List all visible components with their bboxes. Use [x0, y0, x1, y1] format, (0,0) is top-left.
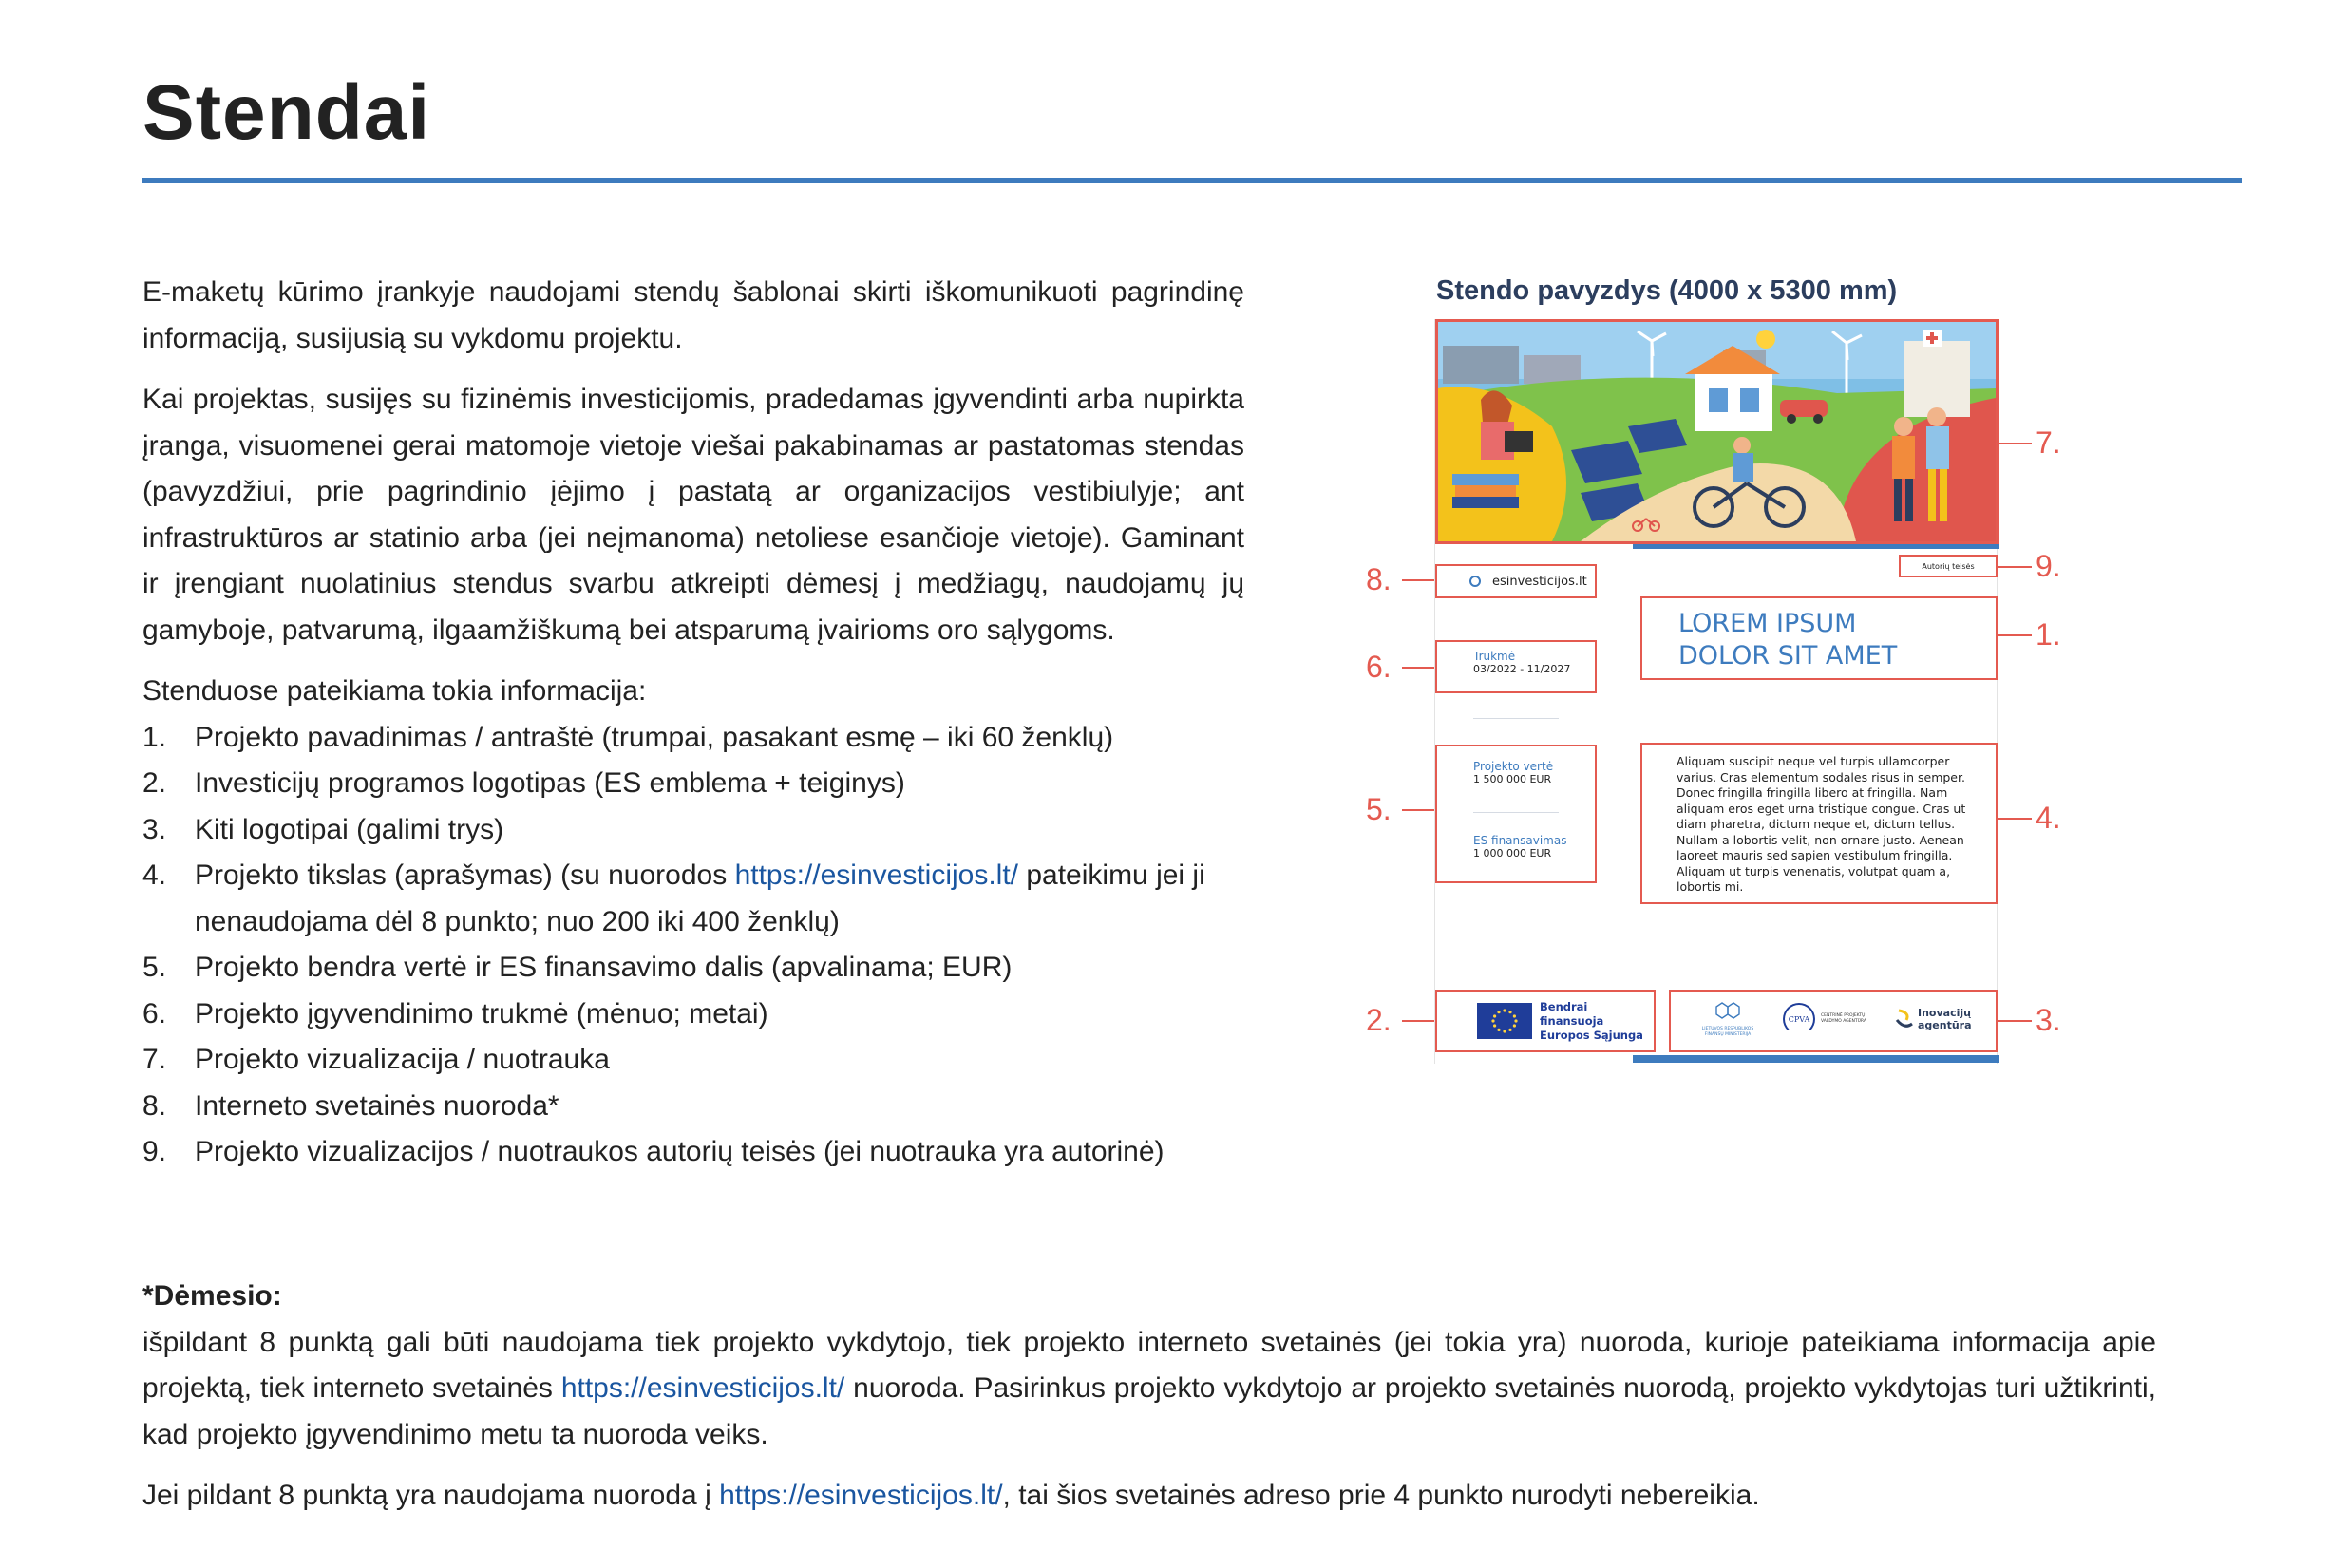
other-logos-box: [1669, 990, 1998, 1052]
callout-8: 8.: [1366, 562, 1392, 596]
project-title-box: [1640, 596, 1998, 680]
esinvesticijos-link[interactable]: https://esinvesticijos.lt/: [560, 1372, 845, 1404]
stand-example: [1434, 319, 1998, 1064]
cpva-logo-icon: CPVA: [1783, 1003, 1815, 1035]
ministry-logo: [1699, 1001, 1756, 1038]
intro-paragraph-2: Kai projektas, susijęs su fizinėmis investicijomis, pradedamas įgyvendinti arba nupirkta įranga, visuomenei gerai matomoje vietoje viešai pakabinamas ar pastatomas stendas (pavyzdžiui, prie pagrindinio įėjimo į pastatą ar organizacijos vestibiulyje; ant infrastruktūros ar statinio arba (jei neįmanoma) netoliese esančioje vietoje). Gaminant ir įrengiant nuolatinius stendus svarbu atkreipti dėmesį į medžiagų, naudojamų jų gamyboje, patvarumą, ilgaamžiškumą bei atsparumą įvairioms oro sąlygoms.: [142, 384, 1244, 646]
callout-3: 3.: [2036, 1003, 2061, 1037]
duration-value: 03/2022 - 11/2027: [1473, 663, 1571, 675]
callout-1: 1.: [2036, 617, 2061, 652]
eu-funding-amount: 1 000 000 EUR: [1473, 847, 1552, 860]
intro-section: [142, 270, 1244, 1176]
callout-9: 9.: [2036, 549, 2061, 583]
duration-label: Trukmė: [1473, 650, 1516, 663]
note-paragraph-2: Jei pildant 8 punktą yra naudojama nuoroda į https://esinvesticijos.lt/, tai šios svetainės adreso prie 4 punkto nurodyti nebereikia.: [142, 1480, 1760, 1511]
intro-paragraph-1: E-maketų kūrimo įrankyje naudojami stendų šablonai skirti iškomunikuoti pagrindinę informaciją, susijusią su vykdomu projektu.: [142, 276, 1244, 354]
esinvesticijos-link[interactable]: https://esinvesticijos.lt/: [734, 860, 1019, 891]
info-list: [142, 715, 1244, 1176]
callout-line: [1402, 809, 1434, 811]
callout-line: [1998, 634, 2032, 636]
callout-line: [1998, 443, 2032, 444]
list-item: 7. Projekto vizualizacija / nuotrauka: [142, 1044, 610, 1075]
project-value-label: Projekto vertė: [1473, 760, 1554, 773]
list-item: 9. Projekto vizualizacijos / nuotraukos autorių teisės (jei nuotrauka yra autorinė): [142, 1136, 1165, 1167]
callout-line: [1998, 566, 2032, 568]
title-divider: [142, 178, 2242, 183]
list-item: 6. Projekto įgyvendinimo trukmė (mėnuo; metai): [142, 997, 768, 1030]
list-item: 5. Projekto bendra vertė ir ES finansavimo dalis (apvalinama; EUR): [142, 952, 1013, 983]
callout-2: 2.: [1366, 1003, 1392, 1037]
author-rights-label: Autorių teisės: [1922, 561, 1975, 571]
intro-paragraph-3: Stenduose pateikiama tokia informacija:: [142, 675, 647, 707]
list-item: 8. Interneto svetainės nuoroda*: [142, 1089, 559, 1122]
globe-icon: [1469, 576, 1481, 587]
figure-title: Stendo pavyzdys (4000 x 5300 mm): [1436, 275, 1898, 306]
project-description-text: Aliquam suscipit neque vel turpis ullamcorper varius. Cras elementum sodales risus in semper. Donec fringilla fringilla libero at fringilla. Nam aliquam eros eget urna tristique congue. Cras ut diam pharetra, dictum neque et, dictum tellus. Nullam a lobortis velit, non ornare justo. Aenean laoreet mauris sed sapien vestibulum fringilla. Aliquam ut turpis venenatis, volutpat quam a, lobortis mi.: [1677, 754, 1966, 894]
callout-4: 4.: [2036, 801, 2061, 835]
list-item: 4. Projekto tikslas (aprašymas) (su nuorodos https://esinvesticijos.lt/ pateikimu jei ji nenaudojama dėl 8 punkto; nuo 200 iki 400 ženklų): [142, 860, 1205, 937]
project-value-box: [1435, 745, 1597, 883]
inovaciju-logo-line-1: Inovacijų: [1918, 1007, 1971, 1019]
esinvesticijos-link[interactable]: https://esinvesticijos.lt/: [719, 1480, 1003, 1511]
author-rights-box: [1899, 555, 1998, 577]
list-item: 1. Projekto pavadinimas / antraštė (trumpai, pasakant esmę – iki 60 ženklų): [142, 721, 1114, 753]
inovaciju-agentura-logo: [1895, 1007, 1972, 1031]
accent-bar: [1633, 544, 1999, 549]
eu-flag-icon: [1477, 1003, 1532, 1039]
project-description-box: [1640, 743, 1998, 904]
list-item: 2. Investicijų programos logotipas (ES emblema + teiginys): [142, 767, 905, 799]
project-visualization: [1435, 319, 1999, 544]
accent-bar: [1633, 1055, 1999, 1063]
callout-line: [1402, 1020, 1434, 1022]
inovaciju-logo-line-2: agentūra: [1918, 1019, 1972, 1031]
callout-line: [1402, 667, 1434, 669]
callout-line: [1402, 579, 1434, 581]
illustration-image: [1438, 322, 1996, 541]
ministry-logo-text: LIETUVOS RESPUBLIKOS FINANSŲ MINISTERIJA: [1701, 1027, 1754, 1037]
callout-line: [1998, 818, 2032, 820]
eu-logo-box: [1435, 990, 1656, 1052]
callout-6: 6.: [1366, 650, 1392, 684]
eu-funding-label: ES finansavimas: [1473, 834, 1567, 847]
callout-line: [1998, 1020, 2032, 1022]
eu-logo-line-2: Europos Sąjunga: [1540, 1028, 1643, 1042]
note-title: *Dėmesio:: [142, 1280, 282, 1312]
duration-box: [1435, 640, 1597, 693]
page-title: Stendai: [142, 69, 431, 156]
note-paragraph-1: išpildant 8 punktą gali būti naudojama tiek projekto vykdytojo, tiek projekto interneto svetainės (jei tokia yra) nuoroda, kurioje pateikiama informacija apie projektą, tiek interneto svetainės https://esinvesticijos.lt/ nuoroda. Pasirinkus projekto vykdytojo ar projekto svetainės nuorodą, projekto vykdytojas turi užtikrinti, kad projekto įgyvendinimo metu ta nuoroda veiks.: [142, 1326, 2156, 1450]
note-section: [142, 1274, 2156, 1520]
cpva-logo: [1783, 1003, 1887, 1035]
eu-logo-line-1: Bendrai finansuoja: [1540, 999, 1604, 1028]
website-text: esinvesticijos.lt: [1492, 574, 1587, 589]
list-item: 3. Kiti logotipai (galimi trys): [142, 813, 504, 845]
inovaciju-logo-icon: [1895, 1007, 1914, 1031]
project-title-line-1: LOREM IPSUM: [1678, 609, 1857, 638]
divider: [1473, 718, 1559, 719]
project-title-line-2: DOLOR SIT AMET: [1678, 641, 1898, 671]
cpva-logo-text: CENTRINĖ PROJEKTŲ VALDYMO AGENTŪRA: [1821, 1013, 1866, 1024]
callout-5: 5.: [1366, 792, 1392, 826]
divider: [1473, 812, 1559, 813]
ministry-logo-icon: [1714, 1001, 1741, 1022]
callout-7: 7.: [2036, 425, 2061, 460]
project-value-amount: 1 500 000 EUR: [1473, 773, 1552, 785]
website-box: [1435, 564, 1597, 598]
